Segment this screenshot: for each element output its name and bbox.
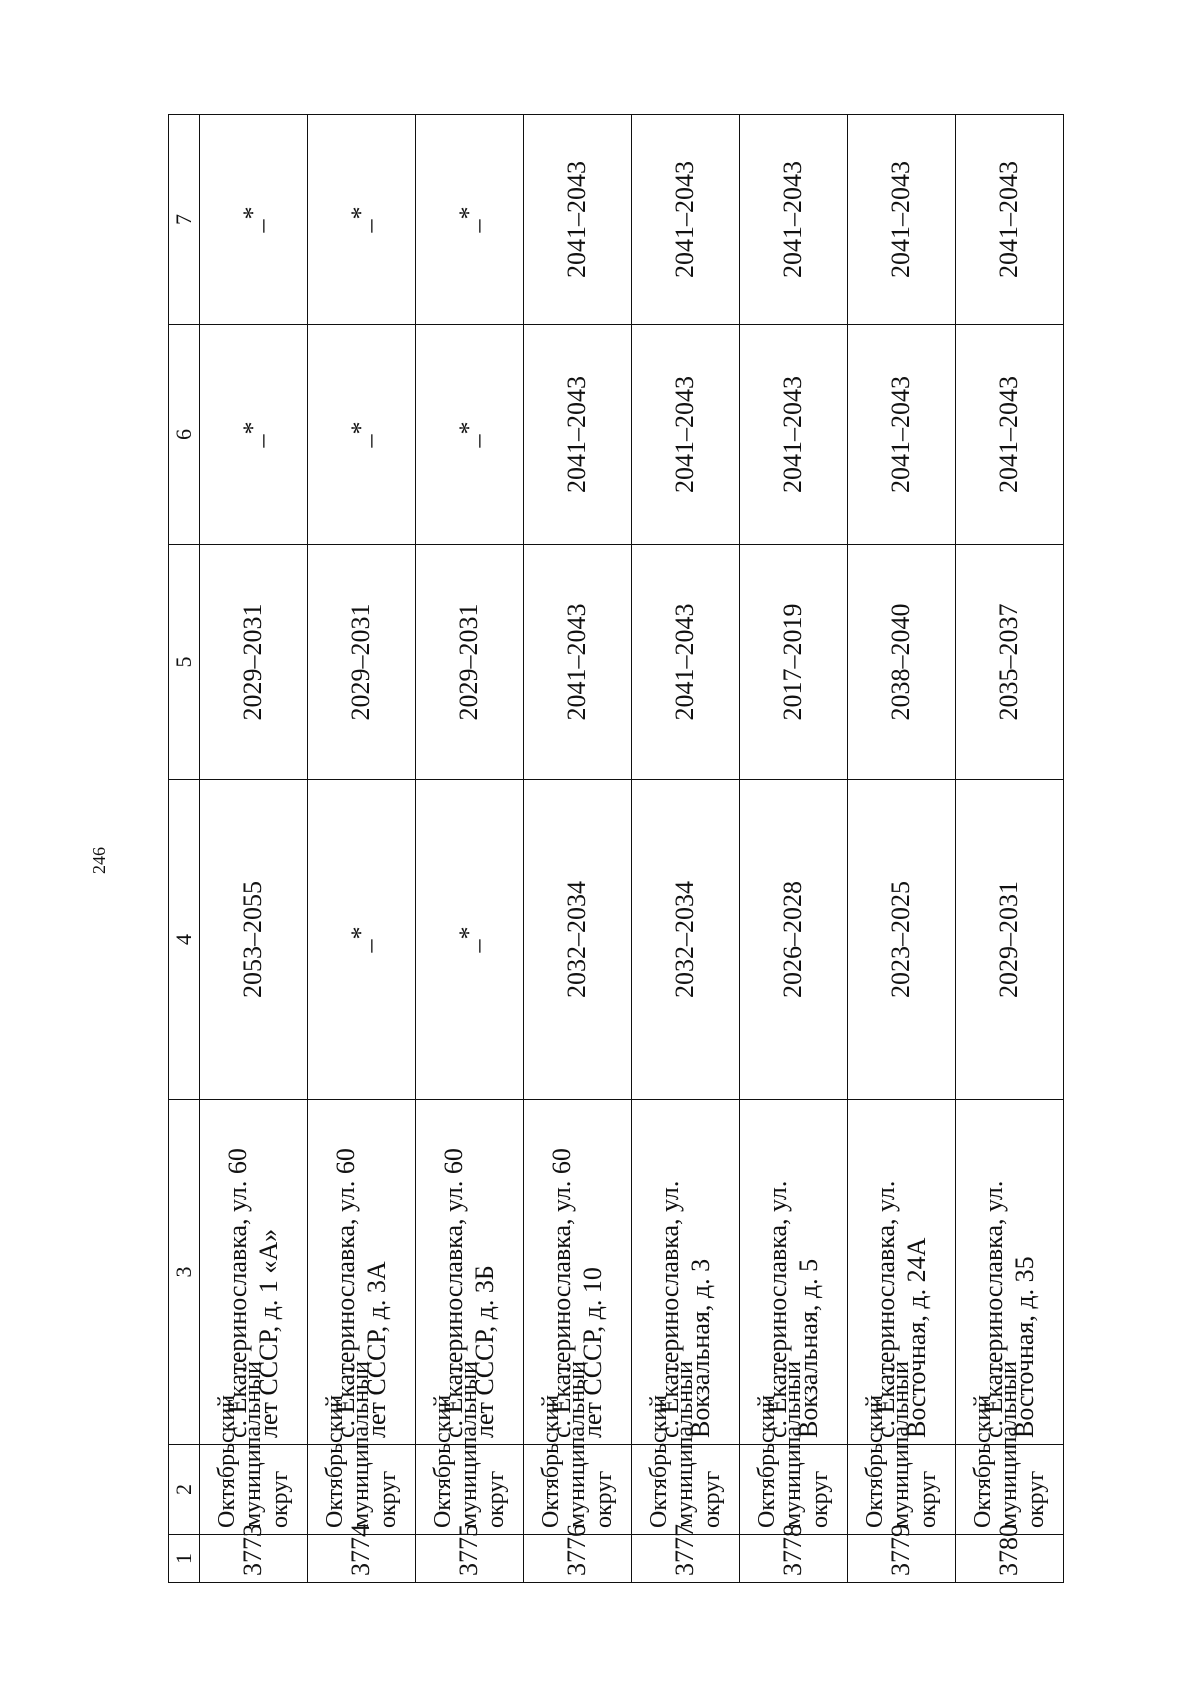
address-cell: с. Екатеринославка, ул. 60 лет СССР, д. 1 «А» <box>200 1100 308 1445</box>
district-cell: Октябрьский муниципальный округ <box>740 1445 848 1535</box>
row-number: 3776 <box>524 1535 632 1583</box>
period-col-5: 2029–2031 <box>308 545 416 780</box>
district-cell: Октябрьский муниципальный округ <box>524 1445 632 1535</box>
period-col-4: 2032–2034 <box>524 780 632 1100</box>
header-col-4: 4 <box>169 780 200 1100</box>
district-cell: Октябрьский муниципальный округ <box>848 1445 956 1535</box>
period-col-7: _* <box>200 115 308 325</box>
district-cell: Октябрьский муниципальный округ <box>416 1445 524 1535</box>
period-col-4: _* <box>308 780 416 1100</box>
table-row <box>524 115 632 1583</box>
header-row <box>169 115 200 1583</box>
address-cell: с. Екатеринославка, ул. 60 лет СССР, д. 3Б <box>416 1100 524 1445</box>
header-col-5: 5 <box>169 545 200 780</box>
header-col-2: 2 <box>169 1445 200 1535</box>
period-col-7: _* <box>416 115 524 325</box>
period-col-7: 2041–2043 <box>848 115 956 325</box>
period-col-7: 2041–2043 <box>632 115 740 325</box>
period-col-6: 2041–2043 <box>956 325 1064 545</box>
table-row <box>632 115 740 1583</box>
period-col-5: 2029–2031 <box>200 545 308 780</box>
table-row <box>848 115 956 1583</box>
period-col-7: _* <box>308 115 416 325</box>
header-col-7: 7 <box>169 115 200 325</box>
header-col-6: 6 <box>169 325 200 545</box>
period-col-4: 2026–2028 <box>740 780 848 1100</box>
address-cell: с. Екатеринославка, ул. Восточная, д. 35 <box>956 1100 1064 1445</box>
period-col-6: 2041–2043 <box>632 325 740 545</box>
district-cell: Октябрьский муниципальный округ <box>308 1445 416 1535</box>
table-header <box>169 115 200 1583</box>
period-col-4: 2053–2055 <box>200 780 308 1100</box>
period-col-6: 2041–2043 <box>524 325 632 545</box>
table-row <box>416 115 524 1583</box>
period-col-5: 2041–2043 <box>524 545 632 780</box>
period-col-5: 2017–2019 <box>740 545 848 780</box>
row-number: 3780 <box>956 1535 1064 1583</box>
table-row <box>200 115 308 1583</box>
page-number: 246 <box>89 847 109 874</box>
period-col-6: _* <box>308 325 416 545</box>
housing-repair-schedule-table <box>168 114 1064 1583</box>
period-col-6: 2041–2043 <box>848 325 956 545</box>
period-col-5: 2041–2043 <box>632 545 740 780</box>
header-col-3: 3 <box>169 1100 200 1445</box>
period-col-5: 2038–2040 <box>848 545 956 780</box>
header-col-1: 1 <box>169 1535 200 1583</box>
period-col-5: 2035–2037 <box>956 545 1064 780</box>
period-col-5: 2029–2031 <box>416 545 524 780</box>
period-col-6: _* <box>200 325 308 545</box>
row-number: 3777 <box>632 1535 740 1583</box>
table-row <box>956 115 1064 1583</box>
address-cell: с. Екатеринославка, ул. Вокзальная, д. 3 <box>632 1100 740 1445</box>
address-cell: с. Екатеринославка, ул. Восточная, д. 24А <box>848 1100 956 1445</box>
period-col-4: 2032–2034 <box>632 780 740 1100</box>
district-cell: Октябрьский муниципальный округ <box>956 1445 1064 1535</box>
period-col-4: _* <box>416 780 524 1100</box>
period-col-7: 2041–2043 <box>524 115 632 325</box>
row-number: 3774 <box>308 1535 416 1583</box>
period-col-7: 2041–2043 <box>956 115 1064 325</box>
period-col-4: 2023–2025 <box>848 780 956 1100</box>
rotated-table-wrapper <box>168 115 1064 1583</box>
district-cell: Октябрьский муниципальный округ <box>632 1445 740 1535</box>
table-row <box>308 115 416 1583</box>
district-cell: Октябрьский муниципальный округ <box>200 1445 308 1535</box>
address-cell: с. Екатеринославка, ул. Вокзальная, д. 5 <box>740 1100 848 1445</box>
table-body <box>200 115 1064 1583</box>
row-number: 3778 <box>740 1535 848 1583</box>
row-number: 3779 <box>848 1535 956 1583</box>
period-col-7: 2041–2043 <box>740 115 848 325</box>
period-col-4: 2029–2031 <box>956 780 1064 1100</box>
period-col-6: _* <box>416 325 524 545</box>
address-cell: с. Екатеринославка, ул. 60 лет СССР, д. 10 <box>524 1100 632 1445</box>
table-row <box>740 115 848 1583</box>
row-number: 3775 <box>416 1535 524 1583</box>
address-cell: с. Екатеринославка, ул. 60 лет СССР, д. 3А <box>308 1100 416 1445</box>
period-col-6: 2041–2043 <box>740 325 848 545</box>
row-number: 3773 <box>200 1535 308 1583</box>
